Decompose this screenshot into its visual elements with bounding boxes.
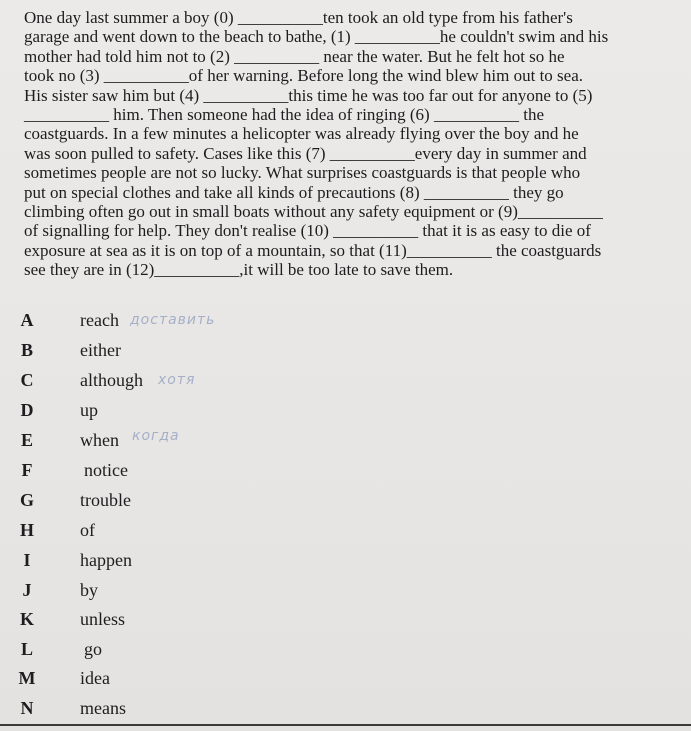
option-item: [0, 550, 691, 574]
option-letter: M: [18, 668, 36, 688]
passage-line: [24, 163, 656, 182]
option-item: [0, 310, 691, 334]
option-letter: H: [19, 520, 34, 540]
passage-line: [24, 221, 656, 240]
passage-line: [24, 183, 656, 202]
option-letter: G: [19, 490, 34, 510]
passage-line: [24, 124, 656, 143]
option-word: go: [84, 639, 102, 659]
option-letter: A: [20, 310, 34, 330]
passage-line: [24, 105, 656, 124]
option-item: [0, 609, 691, 633]
handwritten-note: доставить: [130, 312, 216, 328]
option-item: [0, 490, 691, 514]
option-letter: B: [20, 340, 33, 360]
option-word: although: [80, 370, 143, 390]
option-item: [0, 400, 691, 424]
passage-line: [24, 260, 656, 279]
passage-line-text: took no (3) __________of her warning. Before long the wind blew him out to sea.: [24, 66, 584, 86]
passage-line-text: coastguards. In a few minutes a helicopter was already flying over the boy and he: [24, 124, 579, 144]
option-letter: E: [20, 430, 33, 450]
cloze-passage: [24, 8, 656, 280]
passage-line-text: climbing often go out in small boats without any safety equipment or (9)__________: [24, 202, 603, 222]
option-word: notice: [84, 460, 128, 480]
passage-line-text: garage and went down to the beach to bathe, (1) __________he couldn't swim and his: [24, 27, 609, 47]
option-item: [0, 340, 691, 364]
passage-line: [24, 86, 656, 105]
passage-line-text: exposure at sea as it is on top of a mountain, so that (11)__________ the coastguards: [24, 240, 602, 260]
option-word: up: [80, 400, 98, 420]
passage-line-text: mother had told him not to (2) __________ near the water. But he felt hot so he: [24, 46, 565, 66]
option-letter: N: [20, 698, 34, 718]
bottom-divider: [0, 724, 691, 726]
passage-line-text: see they are in (12)__________,it will be too late to save them.: [24, 260, 454, 280]
option-word: reach: [80, 310, 119, 330]
option-word: when: [80, 430, 119, 450]
option-word: means: [80, 698, 126, 718]
passage-line: [24, 241, 656, 260]
option-word: idea: [80, 668, 110, 688]
passage-line: [24, 202, 656, 221]
handwritten-note: когда: [132, 428, 180, 444]
passage-line-text: His sister saw him but (4) __________this time he was too far out for anyone to (5): [24, 85, 593, 105]
option-letter: F: [21, 460, 33, 480]
passage-line: [24, 8, 656, 27]
option-item: [0, 520, 691, 544]
option-item: [0, 460, 691, 484]
option-word: happen: [80, 550, 132, 570]
option-word: unless: [80, 609, 125, 629]
passage-line-text: put on special clothes and take all kinds of precautions (8) __________ they go: [24, 182, 564, 202]
passage-line: [24, 144, 656, 163]
option-word: by: [80, 580, 98, 600]
option-letter: L: [20, 639, 33, 659]
option-item: [0, 668, 691, 692]
option-item: [0, 639, 691, 663]
passage-line: [24, 47, 656, 66]
handwritten-note: хотя: [158, 372, 196, 388]
passage-line: [24, 66, 656, 85]
passage-line-text: One day last summer a boy (0) __________ten took an old type from his father's: [24, 8, 573, 27]
option-letter: K: [19, 609, 34, 629]
option-word: of: [80, 520, 95, 540]
passage-line-text: of signalling for help. They don't realise (10) __________ that it is as easy to die of: [24, 221, 591, 241]
option-item: [0, 580, 691, 604]
option-letter: I: [23, 550, 31, 570]
passage-line: [24, 27, 656, 46]
option-letter: J: [22, 580, 32, 600]
option-item: [0, 430, 691, 454]
option-item: [0, 370, 691, 394]
option-letter: C: [20, 370, 34, 390]
passage-line-text: __________ him. Then someone had the idea of ringing (6) __________ the: [24, 105, 544, 125]
passage-line-text: was soon pulled to safety. Cases like this (7) __________every day in summer and: [24, 143, 587, 163]
option-word: either: [80, 340, 121, 360]
option-word: trouble: [80, 490, 131, 510]
option-item: [0, 698, 691, 722]
option-letter: D: [20, 400, 34, 420]
passage-line-text: sometimes people are not so lucky. What surprises coastguards is that people who: [24, 163, 581, 183]
